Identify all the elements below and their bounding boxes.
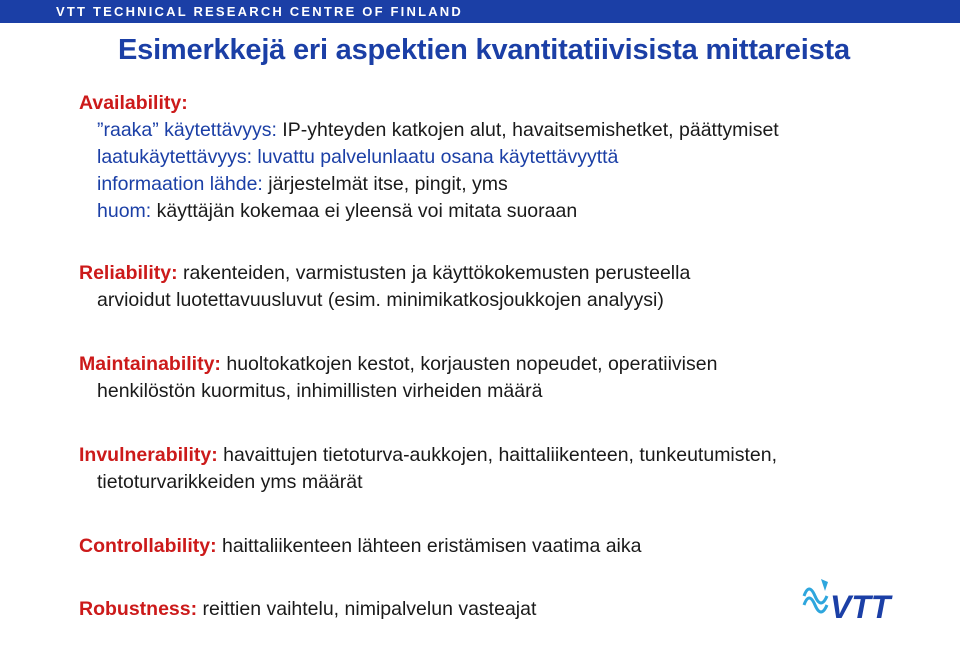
maintainability-line-2: henkilöstön kuormitus, inhimillisten virheiden määrä bbox=[97, 380, 543, 402]
vtt-logo-icon bbox=[800, 574, 928, 626]
invulnerability-line-2: tietoturvarikkeiden yms määrät bbox=[97, 471, 363, 493]
availability-item-text: IP-yhteyden katkojen alut, havaitsemishetket, päättymiset bbox=[276, 119, 779, 141]
availability-item-text: järjestelmät itse, pingit, yms bbox=[262, 173, 508, 195]
robustness-line bbox=[79, 597, 536, 621]
robustness-heading: Robustness: bbox=[79, 598, 198, 620]
reliability-text: rakenteiden, varmistusten ja käyttökokemusten perusteella bbox=[177, 262, 691, 284]
robustness-text: reittien vaihtelu, nimipalvelun vasteajat bbox=[197, 598, 537, 620]
availability-heading: Availability: bbox=[79, 92, 188, 114]
invulnerability-line-1 bbox=[79, 443, 777, 467]
controllability-text: haittaliikenteen lähteen eristämisen vaatima aika bbox=[216, 535, 642, 557]
reliability-line-1 bbox=[79, 261, 690, 285]
page-title: Esimerkkejä eri aspektien kvantitatiivisista mittareista bbox=[118, 34, 850, 66]
controllability-line bbox=[79, 534, 641, 558]
header-bar bbox=[0, 0, 960, 23]
header-org-name: VTT TECHNICAL RESEARCH CENTRE OF FINLAND bbox=[56, 4, 463, 19]
maintainability-line-1 bbox=[79, 352, 717, 376]
invulnerability-heading: Invulnerability: bbox=[79, 444, 218, 466]
reliability-heading: Reliability: bbox=[79, 262, 178, 284]
availability-item-3 bbox=[97, 172, 508, 196]
availability-item-2 bbox=[97, 145, 618, 169]
availability-item-4 bbox=[97, 199, 577, 223]
reliability-line-2: arvioidut luotettavuusluvut (esim. minimikatkosjoukkojen analyysi) bbox=[97, 289, 664, 311]
availability-item-1 bbox=[97, 118, 779, 142]
vtt-logo-text: VTT bbox=[830, 589, 891, 625]
availability-item-label: informaation lähde: bbox=[97, 173, 263, 195]
availability-item-label: ”raaka” käytettävyys: bbox=[97, 119, 277, 141]
maintainability-heading: Maintainability: bbox=[79, 353, 221, 375]
availability-item-text: käyttäjän kokemaa ei yleensä voi mitata suoraan bbox=[151, 200, 578, 222]
availability-item-text: luvattu palvelunlaatu osana käytettävyyttä bbox=[252, 146, 619, 168]
availability-item-label: huom: bbox=[97, 200, 152, 222]
controllability-heading: Controllability: bbox=[79, 535, 217, 557]
invulnerability-text: havaittujen tietoturva-aukkojen, haittaliikenteen, tunkeutumisten, bbox=[217, 444, 778, 466]
availability-item-label: laatukäytettävyys: bbox=[97, 146, 252, 168]
maintainability-text: huoltokatkojen kestot, korjausten nopeudet, operatiivisen bbox=[220, 353, 718, 375]
